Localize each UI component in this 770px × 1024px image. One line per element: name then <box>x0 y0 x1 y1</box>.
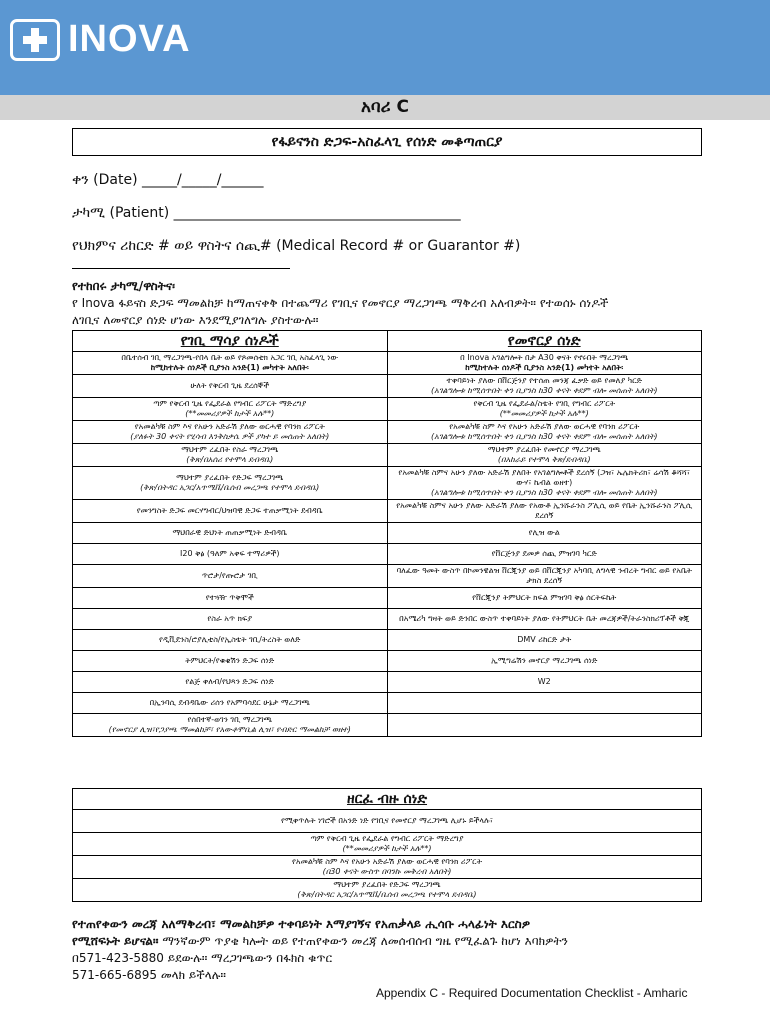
cross-icon <box>10 19 60 61</box>
income-item: ጥሮታ/የጡሮታ ገቢ <box>73 565 388 588</box>
closing-line-3: በ571-423-5880 ይደውሉ። ማረጋገጫውን በፋክስ ቁጥር <box>72 951 333 965</box>
table-row <box>73 810 702 833</box>
residence-item: የአመልካቹ ስምና አሁን ያለው አድራሽ ያለበት የአገልግሎቶች ደረሰኝ (ጋዝ፣ ኤሌክትሪክ፣ ሬሳሽ ቆሻሻ፣ ውሃ፣ ኬብል ወዘተ) (አገልግሎቱ ከሚሰጥበት ቀን ቢያንስ ከ30 ቀናት ቀደም ብሎ መሰጠት አለበት) <box>387 467 702 500</box>
alternative-item: ጣም የቅርብ ጊዜ የፌደራል የግብር ሪፖርት ማድረግያ (**መመሪያዎች ከታች አሉ**) <box>73 833 702 856</box>
table-row <box>73 523 702 544</box>
table-row <box>73 467 702 500</box>
header-banner <box>0 0 770 95</box>
residence-item: የቅርብ ጊዜ የፌደራል/ስቴት የገቢ የግብር ሪፖርት (**መመሪያዎች ከታች አሉ**) <box>387 398 702 421</box>
table-row <box>73 833 702 856</box>
alternative-header: ዘርፈ ብዙ ሰነድ <box>73 789 702 810</box>
intro-line-2: ለገቢና ለመኖርያ ሰነድ ሆነው እንደሚያገለግሉ ያስተውሉ። <box>72 313 319 327</box>
residence-item: የአመልካቹ ስም እና የአሁን አድራሽ ያለው ወርሓዊ የባንክ ሪፖርት (አገልግሎቱ ከሚሰጥበት ቀን ቢያንስ ከ30 ቀናት ቀደም ብሎ መሰጠት አለበት) <box>387 421 702 444</box>
closing-text <box>72 916 712 984</box>
residence-item: የቨርጂንያ ትምህርት ክፍል ምዝገባ ቅፅ ሰርትፍኬት <box>387 588 702 609</box>
residence-header: የመኖርያ ሰነድ <box>387 331 702 352</box>
table-row <box>73 714 702 737</box>
income-item: ማህተም ረፈበት የስራ ማረጋገጫ (ቅጽ/በአሰሪ የተሞላ ደብዳቤ) <box>73 444 388 467</box>
table-row <box>73 693 702 714</box>
income-item: የአመልካቹ ስም እና የአሁን አድራሽ ያለው ወርሓዊ የባንክ ሪፖርት (ያለፉት 30 ቀናት የሂሳብ እንቅስቃሴ ዎች ያካተ ይ መሰጠት አለበት) <box>73 421 388 444</box>
patient-field[interactable]: ታካሚ (Patient) _________________________________________ <box>72 205 461 221</box>
intro-line-1: የ Inova ፋይናስ ድጋፍ ማመልከቻ ከማጠናቀቅ በተጨማሪ የገቢና የመኖርያ ማረጋገጫ ማቅረብ አለብዎት። የተወሰኑ ሰነዶች <box>72 296 609 310</box>
table-row <box>73 651 702 672</box>
income-item: የስራ አጥ ክፍያ <box>73 609 388 630</box>
residence-item: DMV ሪከርድ ታት <box>387 630 702 651</box>
income-item: የልጅ ቀለብ/የህጻን ድጋፍ ሰነድ <box>73 672 388 693</box>
income-note: በቤተሰብ ገቢ ማረጋገጫ-የበላ ቤት ወይ የጾመሰቲክ አጋር ገቢ አስፈላጊ ነው ከሚከተሉት ሰነዶች ቢያንስ አንድ(1) መካተት አለበት፡ <box>73 352 388 375</box>
mrn-line[interactable] <box>72 268 290 269</box>
table-row <box>73 444 702 467</box>
residence-item: የሊዝ ውል <box>387 523 702 544</box>
income-header: የገቢ ማሳያ ሰነዶች <box>73 331 388 352</box>
residence-item: ባለፈው ዓመት ውስጥ በኮመንዌልዝ ቨርጂንያ ወይ በቨርጂንያ አካባቢ ለግላዊ ንብረት ግብር ወይ የአቤት ታክስ ደረሰኝ <box>387 565 702 588</box>
table-row <box>73 565 702 588</box>
residence-empty-cell <box>387 714 702 737</box>
main-title: የፋይናንስ ድጋፍ-አስፈላጊ የሰነድ መቆጣጠርያ <box>72 128 702 156</box>
mrn-field[interactable]: የህክምና ሪከርድ # ወይ ዋስትና ሰጪ# (Medical Record # or Guarantor #) <box>72 238 521 254</box>
closing-line-1: የተጠየቀውን መረጃ አለማቅረብ፣ ማመልከቻዎ ተቀባይነት እማያገኝና የአጠቃላይ ሒሳቡ ሓላፊነት እርስዎ <box>72 917 531 931</box>
income-item: ጣም የቅርብ ጊዜ የፌደራል የግብር ሪፖርት ማድረግያ (**መመሪያዎች ከታች አሉ**) <box>73 398 388 421</box>
alternative-item: የአመልካቹ ስም እና የአሁን አድራሽ ያለው ወርሓዊ የባንክ ሪፖርት (በ30 ቀናት ውስጥ በባንኩ መቅረብ አለበት) <box>73 856 702 879</box>
documentation-table <box>72 330 702 737</box>
residence-item: የቨርጅንያ ደመዎ ሰጪ ምዝገባ ካርድ <box>387 544 702 565</box>
alternative-item: የሚቀጥሉት ነገሮች በአንድ ነድ የገቢና የመኖርያ ማረጋገጫ ሊሆኑ ይችላሉ፣ <box>73 810 702 833</box>
income-item: ትምህርት/የቁቄሽን ድጋፍ ሰነድ <box>73 651 388 672</box>
closing-line-4: 571-665-6895 መላክ ይችላሉ። <box>72 968 226 982</box>
income-item: I20 ቅፅ (ዓለም አቀፍ ተማሪዎች) <box>73 544 388 565</box>
income-item: የመንግስት ድጋፍ መርሃግብር/ህዝባዊ ድጋፍ ተጠቃሚነት ደብዳቤ <box>73 500 388 523</box>
income-item: ማህበራዊ ድህነት ጠጠቃሚነት ድብዳቤ <box>73 523 388 544</box>
closing-line-2: የሚሸፍኑት ይሆናል። ማንኛውም ጥያቄ ካሎት ወይ የተጠየቀውን መረጃ ለመሰብሰብ ግዜ የሚፈልጉ ከሆነ እባክዎትን <box>72 934 568 948</box>
alternative-item: ማህተም ያረፈበት የድጋፍ ማረጋገጫ (ቅጽ/በትዳር አጋር/አጥሜቬ/ቤሰብ መረጋጫ የተሞላ ደብዳቤ) <box>73 879 702 902</box>
table-row <box>73 879 702 902</box>
intro <box>72 278 702 329</box>
residence-item: W2 <box>387 672 702 693</box>
alternative-table <box>72 788 702 902</box>
income-item: የዲቪደንስ/ሮያሊቲስ/የኢስቴት ገቢ/ትረስት ወለድ <box>73 630 388 651</box>
table-row <box>73 856 702 879</box>
inova-logo <box>10 18 191 61</box>
table-row <box>73 544 702 565</box>
table-row <box>73 630 702 651</box>
residence-empty-cell <box>387 693 702 714</box>
footer-text: Appendix C - Required Documentation Checklist - Amharic <box>376 986 688 1000</box>
income-item: በኢንባሲ ደብዳቤው ሪሰን የአምባሳደር ሁኔታ ማረጋገጫ <box>73 693 388 714</box>
income-item: ሁለት የቅርብ ጊዜ ደረሰኞች <box>73 375 388 398</box>
appendix-title: አባሪ C <box>360 97 410 117</box>
residence-note: በ Inova አገልግሎት በታ A30 ቀናት የኖሩበት ማረጋገጫ ከሚከተሉት ሰነዶች ቢያንስ አንድ(1) መካተት አለበት፡ <box>387 352 702 375</box>
table-row <box>73 421 702 444</box>
residence-item: በአሜሪካ ግዛት ወይ ድንበር ውስጥ ተቀባይነት ያለው የትምህርት ቤት መረጃዎች/ትራንስክሪፕቶች ቅጂ <box>387 609 702 630</box>
income-item: የሰበተኛ-ወገን ገቢ ማረጋገጫ (የመኖርያ ሊዝ፣የጋያጫ ማመልከቻ፣ የአውቶሞቢል ሊዝ፣ የብድር ማመልከቻ ወዘተ) <box>73 714 388 737</box>
logo-text: INOVA <box>68 18 191 60</box>
residence-item: ማህተም ያረፈበት የመኖርያ ማረጋገጫ (በአከራይ የተሞላ ቅጽ/ደብዳቤ) <box>387 444 702 467</box>
table-row <box>73 609 702 630</box>
intro-heading: የተከበሩ ታካሚ/ዋስትና፡ <box>72 279 175 293</box>
residence-item: የአመልካቹ ስምና አሁን ያለው አድራሽ ያለው የአውቶ ኢንሹራንስ ፖሊሲ ወይ የቤት ኢንሹራንስ ፖሊሲ ደረሰኝ <box>387 500 702 523</box>
table-row <box>73 375 702 398</box>
table-row <box>73 398 702 421</box>
income-item: የተጓዥ ጥቅሞች <box>73 588 388 609</box>
income-item: ማህተም ያረፈበት የድጋፍ ማረጋገጫ (ቅጽ/በትዳር አጋር/አጥሜቬ/ቤሰብ መረጋጫ የተሞላ ደብዳቤ) <box>73 467 388 500</box>
table-row <box>73 672 702 693</box>
table-row <box>73 500 702 523</box>
table-row <box>73 588 702 609</box>
residence-item: ተቀባይነት ያለው በቨርጅንያ የተሰጠ መንጃ ፈቃድ ወይ የመለያ ካርድ (አገልግሎቱ ከሚሰጥበት ቀን ቢያንስ ከ30 ቀናት ቀደም ብሎ መሰጠት አለበት) <box>387 375 702 398</box>
date-field[interactable]: ቀን (Date) _____/_____/______ <box>72 172 264 188</box>
residence-item: ኢሚግሬሽን መኖርያ ማረጋገጫ ሰነድ <box>387 651 702 672</box>
